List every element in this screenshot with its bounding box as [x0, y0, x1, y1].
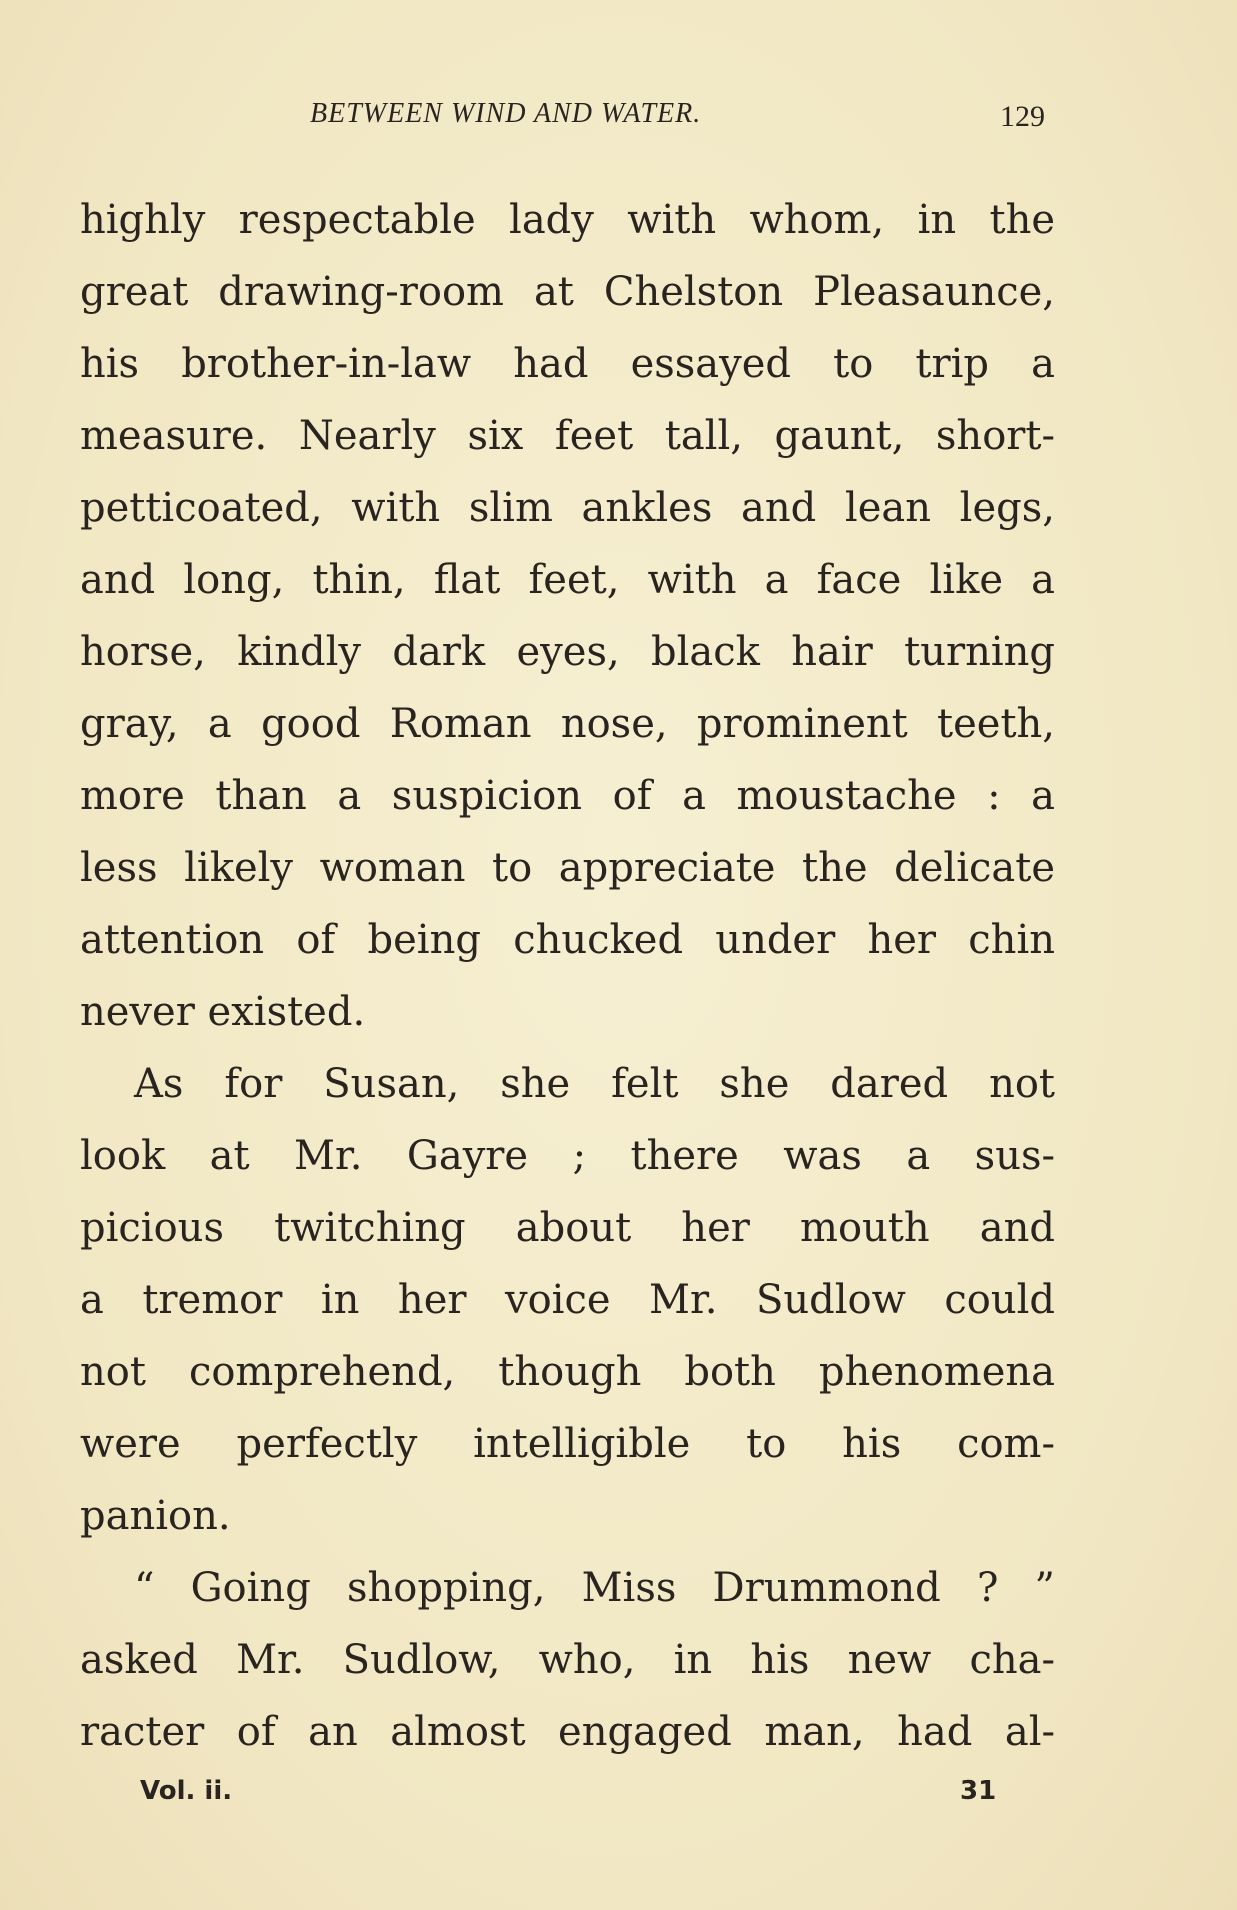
- text-line: measure. Nearly six feet tall, gaunt, short-: [80, 413, 1055, 459]
- text-line: picious twitching about her mouth and: [80, 1205, 1055, 1251]
- text-line: highly respectable lady with whom, in the: [80, 197, 1055, 243]
- text-line: attention of being chucked under her chin: [80, 917, 1055, 963]
- text-line: gray, a good Roman nose, prominent teeth,: [80, 701, 1055, 747]
- text-line: panion.: [80, 1493, 231, 1539]
- signature-mark: 31: [960, 1776, 997, 1806]
- text-line: petticoated, with slim ankles and lean legs,: [80, 485, 1055, 531]
- signature-line: [140, 1776, 997, 1812]
- page-number: 129: [1000, 100, 1045, 133]
- running-head: [80, 98, 1080, 138]
- text-line: great drawing-room at Chelston Pleasaunce,: [80, 269, 1055, 315]
- running-title: BETWEEN WIND AND WATER.: [310, 98, 702, 129]
- text-line: “ Going shopping, Miss Drummond ? ”: [134, 1565, 1055, 1611]
- text-line: asked Mr. Sudlow, who, in his new cha-: [80, 1637, 1055, 1683]
- volume-mark: Vol. ii.: [140, 1776, 233, 1806]
- text-line: not comprehend, though both phenomena: [80, 1349, 1055, 1395]
- text-line: more than a suspicion of a moustache : a: [80, 773, 1055, 819]
- text-line: racter of an almost engaged man, had al-: [80, 1709, 1055, 1755]
- text-line: his brother-in-law had essayed to trip a: [80, 341, 1055, 387]
- text-line: and long, thin, flat feet, with a face like a: [80, 557, 1055, 603]
- text-line: horse, kindly dark eyes, black hair turning: [80, 629, 1055, 675]
- text-line: look at Mr. Gayre ; there was a sus-: [80, 1133, 1055, 1179]
- text-line: As for Susan, she felt she dared not: [134, 1061, 1055, 1107]
- text-line: never existed.: [80, 989, 366, 1035]
- text-line: a tremor in her voice Mr. Sudlow could: [80, 1277, 1055, 1323]
- text-line: less likely woman to appreciate the delicate: [80, 845, 1055, 891]
- text-line: were perfectly intelligible to his com-: [80, 1421, 1055, 1467]
- body-text: [80, 184, 1055, 1768]
